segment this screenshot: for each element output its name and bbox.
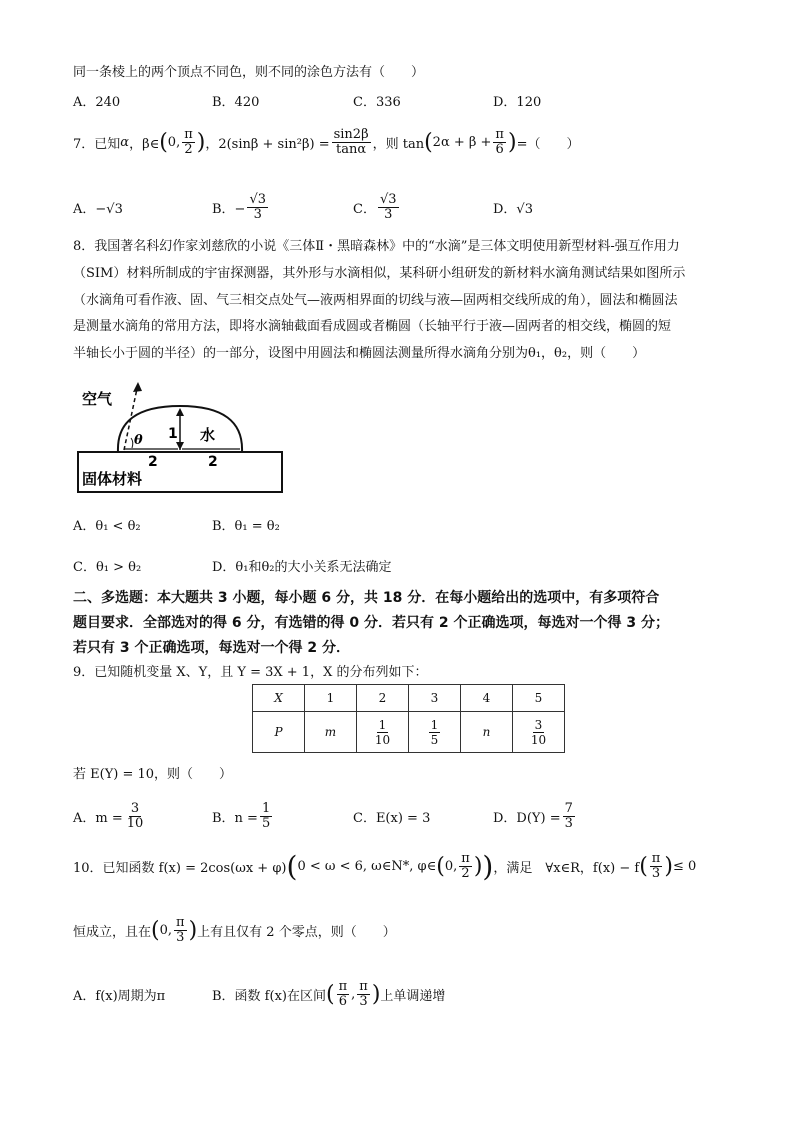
q7-option-d[interactable]: D．√3 bbox=[493, 201, 533, 217]
height-arrow-top bbox=[176, 408, 184, 416]
prob-frac bbox=[429, 718, 441, 747]
frac-num: 1 bbox=[430, 717, 439, 732]
q7-alpha: α bbox=[120, 134, 130, 150]
q7-paren2-close: ) bbox=[507, 129, 517, 155]
prob-frac bbox=[373, 718, 392, 747]
water-drop-figure bbox=[76, 378, 286, 494]
q10-pi-over-2 bbox=[459, 852, 472, 881]
fig-solid-label: 固体材料 bbox=[82, 470, 143, 488]
table-cell bbox=[513, 712, 565, 753]
q6-option-a[interactable]: A．240 bbox=[73, 95, 121, 110]
fig-theta-label: θ bbox=[134, 433, 143, 448]
q10-interval-zero: 0, bbox=[159, 922, 173, 938]
q10-paren-inner-close: ) bbox=[473, 853, 483, 879]
q9-condition: 若 E(Y) = 10，则（ ） bbox=[73, 767, 233, 782]
q10-le: ≤ 0 bbox=[672, 858, 697, 874]
q10-pi-over-3 bbox=[650, 852, 663, 881]
q6-option-d[interactable]: D．120 bbox=[493, 95, 542, 110]
frac-den: 3 bbox=[651, 865, 661, 881]
q8-line-3: （水滴角可看作液、固、气三相交点处气—液两相界面的切线与液—固两相交线所成的角），圆法和椭圆法 bbox=[73, 293, 678, 308]
q10-zero: 0, bbox=[444, 858, 458, 874]
q7-eq: =（ ） bbox=[516, 136, 580, 152]
q8-option-d[interactable]: D．θ₁和θ₂的大小关系无法确定 bbox=[212, 560, 392, 575]
q7-zero: 0, bbox=[167, 134, 181, 150]
q10-option-b-open: ( bbox=[325, 981, 335, 1007]
section2-line-3: 若只有 3 个正确选项，每选对一个得 2 分． bbox=[73, 640, 350, 656]
table-cell: m bbox=[305, 712, 357, 753]
q8-line-4: 是测量水滴角的常用方法，即将水滴轴截面看成圆或者椭圆（长轴平行于液—固两者的相交线，椭圆的短 bbox=[73, 319, 672, 334]
frac-num: 7 bbox=[564, 800, 573, 816]
q9-option-b-frac bbox=[260, 802, 272, 831]
q10-option-b-frac2 bbox=[357, 980, 370, 1009]
q10-interval-open: ( bbox=[151, 917, 160, 943]
q6-option-c[interactable]: C．336 bbox=[353, 95, 401, 110]
table-cell: X bbox=[253, 685, 305, 712]
q7-pi-over-2 bbox=[182, 128, 195, 157]
q7-number: 7．已知 bbox=[73, 136, 121, 152]
q7-paren-open: ( bbox=[159, 129, 168, 155]
q8-option-c[interactable]: C．θ₁ > θ₂ bbox=[73, 560, 142, 575]
frac-num: 1 bbox=[378, 717, 387, 732]
table-cell: P bbox=[253, 712, 305, 753]
fig-height-label: 1 bbox=[168, 426, 178, 442]
section2-line-1: 二、多选题：本大题共 3 小题，每小题 6 分，共 18 分．在每小题给出的选项中，有多项符合 bbox=[73, 590, 660, 606]
prob-frac bbox=[529, 718, 548, 747]
q10-line2-post: 上有且仅有 2 个零点，则（ ） bbox=[197, 924, 396, 940]
q7-option-c-pre: C． bbox=[353, 201, 376, 217]
frac-den: 6 bbox=[338, 993, 347, 1009]
q7-option-c[interactable] bbox=[353, 190, 401, 224]
q10-satisfy: ，满足 ∀x∈R，f(x) − f bbox=[493, 860, 640, 876]
q9-option-b-pre: B．n = bbox=[212, 810, 258, 826]
q7-beta-in: ，β∈ bbox=[129, 136, 160, 152]
fig-right-length: 2 bbox=[208, 454, 218, 470]
frac-num: 3 bbox=[534, 717, 543, 732]
q8-option-a[interactable]: A．θ₁ < θ₂ bbox=[73, 519, 141, 534]
q10-stem bbox=[73, 846, 696, 886]
q7-frac-den: tanα bbox=[336, 141, 367, 157]
q9-option-b[interactable] bbox=[212, 798, 274, 834]
fig-air-label: 空气 bbox=[82, 390, 113, 408]
q9-option-c[interactable]: C．E(x) = 3 bbox=[353, 810, 431, 826]
q7-paren-close: ) bbox=[196, 129, 206, 155]
frac-num: π bbox=[176, 914, 185, 930]
q7-option-c-den: 3 bbox=[384, 206, 393, 222]
q7-option-b-frac bbox=[247, 193, 268, 222]
q7-pi: π bbox=[184, 126, 193, 142]
distribution-table bbox=[252, 684, 565, 753]
tangent-arrow bbox=[133, 382, 142, 392]
q10-option-b[interactable] bbox=[212, 974, 445, 1014]
frac-den: 5 bbox=[430, 732, 439, 747]
q6-option-b[interactable]: B．420 bbox=[212, 95, 260, 110]
q10-interval-close: ) bbox=[188, 917, 198, 943]
q7-two: 2 bbox=[184, 141, 193, 157]
q7-option-b-pre: B．− bbox=[212, 201, 246, 217]
q7-pi-2: π bbox=[495, 126, 504, 142]
q10-cond: 0 < ω < 6, ω∈N*, φ∈ bbox=[297, 858, 437, 874]
q8-option-b[interactable]: B．θ₁ = θ₂ bbox=[212, 519, 280, 534]
table-cell: n bbox=[461, 712, 513, 753]
q10-line2-pre: 恒成立，且在 bbox=[73, 924, 152, 940]
table-cell: 1 bbox=[305, 685, 357, 712]
q6-stem-tail: 同一条棱上的两个顶点不同色，则不同的涂色方法有（ ） bbox=[73, 65, 425, 80]
frac-den: 3 bbox=[176, 929, 185, 945]
frac-den: 10 bbox=[126, 815, 144, 831]
q10-paren-inner-open: ( bbox=[436, 853, 445, 879]
q9-option-a-pre: A．m = bbox=[73, 810, 123, 826]
q7-option-b-num: √3 bbox=[249, 191, 267, 207]
q7-fraction bbox=[332, 128, 371, 157]
q9-option-d-frac bbox=[563, 802, 575, 831]
table-cell: 3 bbox=[409, 685, 461, 712]
q9-stem: 9．已知随机变量 X、Y，且 Y = 3X + 1，X 的分布列如下： bbox=[73, 665, 428, 680]
frac-num: π bbox=[461, 850, 470, 866]
table-cell bbox=[409, 712, 461, 753]
table-row bbox=[253, 712, 565, 753]
q8-line-1: 8．我国著名科幻作家刘慈欣的小说《三体Ⅱ・黑暗森林》中的“水滴”是三体文明使用新型材料-强互作用力 bbox=[73, 239, 680, 254]
frac-den: 10 bbox=[530, 732, 547, 747]
frac-den: 5 bbox=[261, 815, 271, 831]
frac-den: 3 bbox=[564, 815, 573, 831]
fig-water-label: 水 bbox=[200, 426, 216, 444]
q10-option-a[interactable]: A．f(x)周期为π bbox=[73, 988, 166, 1004]
frac-num: π bbox=[651, 850, 661, 866]
q8-line-2: （SIM）材料所制成的宇宙探测器，其外形与水滴相似，某科研小组研发的新材料水滴角测试结果如图所示 bbox=[73, 266, 686, 281]
table-cell: 5 bbox=[513, 685, 565, 712]
q10-paren3-open: ( bbox=[639, 853, 648, 879]
table-row bbox=[253, 685, 565, 712]
q10-paren-open: ( bbox=[286, 849, 298, 883]
q7-six: 6 bbox=[495, 141, 504, 157]
table-cell: 4 bbox=[461, 685, 513, 712]
q10-option-b-frac1 bbox=[337, 980, 350, 1009]
theta-arc bbox=[131, 438, 133, 448]
q7-option-c-frac bbox=[378, 193, 399, 222]
fig-left-length: 2 bbox=[148, 454, 158, 470]
q10-option-b-close: ) bbox=[371, 981, 381, 1007]
q8-line-5: 半轴长小于圆的半径）的一部分，设图中用圆法和椭圆法测量所得水滴角分别为θ₁，θ₂，则（ ） bbox=[73, 346, 646, 361]
frac-num: π bbox=[338, 978, 348, 994]
q7-option-c-num: √3 bbox=[379, 191, 397, 207]
q7-option-b-den: 3 bbox=[253, 206, 262, 222]
q7-pi-over-6 bbox=[493, 128, 506, 157]
table-cell bbox=[357, 712, 409, 753]
frac-den: 3 bbox=[359, 993, 368, 1009]
q7-option-a[interactable]: A．−√3 bbox=[73, 201, 123, 217]
frac-num: 1 bbox=[261, 800, 271, 816]
q10-paren3-close: ) bbox=[664, 853, 673, 879]
q10-paren-close: ) bbox=[482, 849, 494, 883]
q10-stem-pre: 10．已知函数 f(x) = 2cos(ωx + φ) bbox=[73, 860, 287, 876]
q9-option-a[interactable] bbox=[73, 798, 147, 834]
q7-paren2-open: ( bbox=[424, 129, 433, 155]
frac-num: π bbox=[359, 978, 368, 994]
q7-stem bbox=[73, 124, 579, 160]
frac-num: 3 bbox=[130, 800, 140, 816]
q10-option-b-pre: B．函数 f(x)在区间 bbox=[212, 988, 326, 1004]
q9-option-d-pre: D．D(Y) = bbox=[493, 810, 561, 826]
frac-den: 10 bbox=[374, 732, 391, 747]
q7-condition: ，2(sinβ + sin²β) = bbox=[205, 136, 330, 152]
q10-option-b-comma: , bbox=[351, 986, 356, 1002]
q9-option-a-frac bbox=[125, 802, 146, 831]
q7-then: ，则 tan bbox=[372, 136, 425, 152]
q10-line-2 bbox=[73, 910, 396, 950]
q10-option-b-post: 上单调递增 bbox=[380, 988, 446, 1004]
q7-frac-num: sin2β bbox=[333, 126, 369, 142]
q7-arg: 2α + β + bbox=[432, 134, 492, 150]
q10-interval-frac bbox=[174, 916, 187, 945]
q9-option-d[interactable] bbox=[493, 798, 577, 834]
q7-option-b[interactable] bbox=[212, 190, 270, 224]
section2-line-2: 题目要求．全部选对的得 6 分，有选错的得 0 分．若只有 2 个正确选项，每选对一个得 3 分； bbox=[73, 615, 669, 631]
frac-den: 2 bbox=[461, 865, 470, 881]
table-cell: 2 bbox=[357, 685, 409, 712]
